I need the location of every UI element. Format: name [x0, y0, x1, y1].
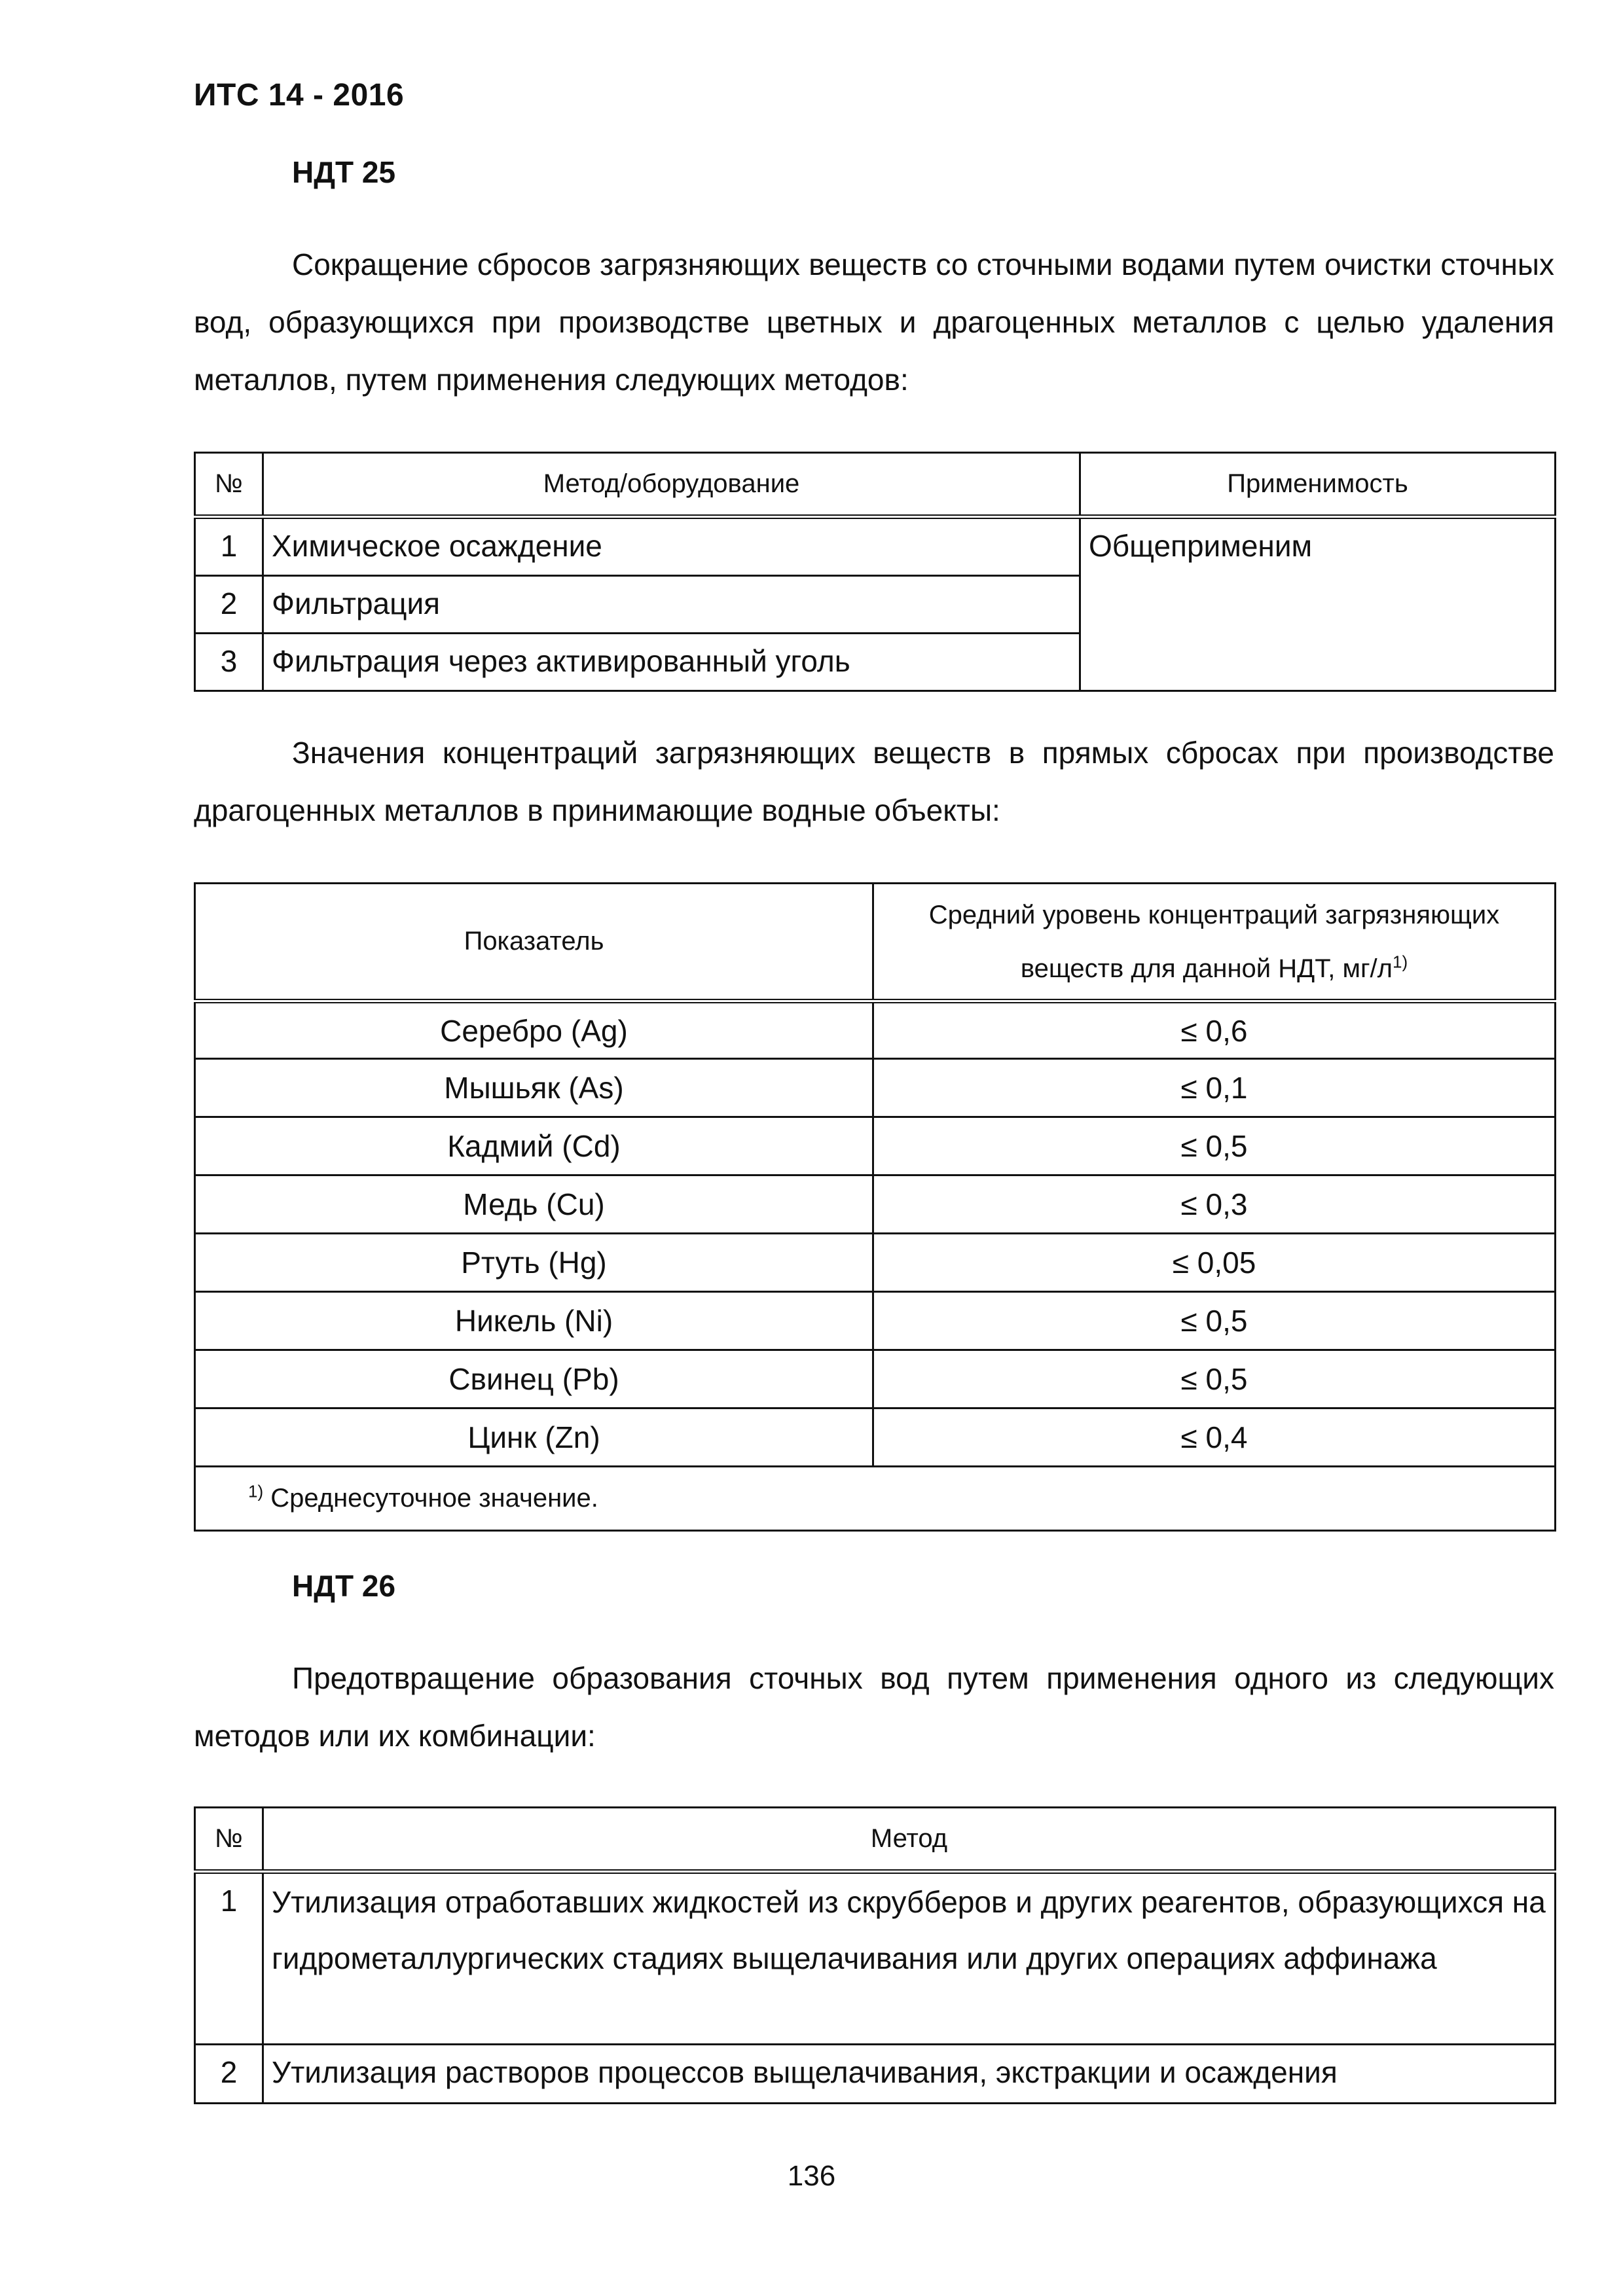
methods-table	[194, 452, 1556, 692]
section2-paragraph	[194, 1649, 1554, 1765]
table-row	[195, 1175, 1556, 1234]
value-cell: ≤ 0,5	[873, 1117, 1556, 1175]
table-row	[195, 517, 1556, 576]
indicator-cell: Ртуть (Hg)	[195, 1234, 873, 1292]
value-cell: ≤ 0,4	[873, 1408, 1556, 1467]
row-num: 2	[195, 576, 263, 634]
value-cell: ≤ 0,6	[873, 1001, 1556, 1059]
indicator-cell: Мышьяк (As)	[195, 1059, 873, 1117]
indicator-cell: Медь (Cu)	[195, 1175, 873, 1234]
header-num: №	[195, 453, 263, 517]
indicator-cell: Никель (Ni)	[195, 1292, 873, 1350]
table-row	[195, 1292, 1556, 1350]
indicator-cell: Серебро (Ag)	[195, 1001, 873, 1059]
table-row	[195, 1001, 1556, 1059]
footnote-text: Среднесуточное значение.	[270, 1484, 598, 1513]
row-num: 1	[195, 517, 263, 576]
row-method: Фильтрация	[263, 576, 1080, 634]
row-num: 1	[195, 1872, 263, 2045]
header-num: №	[195, 1808, 263, 1872]
row-num: 2	[195, 2045, 263, 2104]
concentrations-table	[194, 882, 1556, 1532]
table-row	[195, 1350, 1556, 1408]
concentrations-paragraph	[194, 724, 1554, 839]
indicator-cell: Свинец (Pb)	[195, 1350, 873, 1408]
applicability-value: Общеприменим	[1080, 517, 1556, 691]
table-row	[195, 1059, 1556, 1117]
row-method: Химическое осаждение	[263, 517, 1080, 576]
section-title-ndt26: НДТ 26	[292, 1569, 396, 1603]
value-cell: ≤ 0,5	[873, 1292, 1556, 1350]
header-level	[873, 884, 1556, 1001]
footnote-row	[195, 1467, 1556, 1531]
header-level-superscript: 1)	[1392, 952, 1408, 972]
header-method: Метод/оборудование	[263, 453, 1080, 517]
table-row	[195, 1117, 1556, 1175]
footnote-superscript: 1)	[248, 1481, 264, 1501]
row-method: Фильтрация через активированный уголь	[263, 634, 1080, 691]
value-cell: ≤ 0,05	[873, 1234, 1556, 1292]
concentrations-paragraph-text: Значения концентраций загрязняющих веществ в прямых сбросах при производстве драгоценных металлов в принимающие водные объекты:	[194, 736, 1554, 827]
section1-paragraph-text: Сокращение сбросов загрязняющих веществ со сточными водами путем очистки сточных вод, образующихся при производстве цветных и драгоценных металлов с целью удаления металлов, путем применения следующих методов:	[194, 247, 1554, 397]
value-cell: ≤ 0,3	[873, 1175, 1556, 1234]
row-method: Утилизация растворов процессов выщелачивания, экстракции и осаждения	[263, 2045, 1556, 2104]
section-title-ndt25: НДТ 25	[292, 155, 396, 189]
table-row	[195, 1234, 1556, 1292]
value-cell: ≤ 0,5	[873, 1350, 1556, 1408]
indicator-cell: Кадмий (Cd)	[195, 1117, 873, 1175]
page-number: 136	[787, 2160, 836, 2192]
document-code: ИТС 14 - 2016	[194, 78, 405, 113]
header-level-line2: веществ для данной НДТ, мг/л	[1020, 954, 1393, 983]
table-row	[195, 1408, 1556, 1467]
table-row	[195, 2045, 1556, 2104]
table-row	[195, 1872, 1556, 2045]
footnote	[195, 1467, 1556, 1531]
row-num: 3	[195, 634, 263, 691]
row-method: Утилизация отработавших жидкостей из скрубберов и других реагентов, образующихся на гидрометаллургических стадиях выщелачивания или других операциях аффинажа	[263, 1872, 1556, 2045]
section1-paragraph	[194, 236, 1554, 408]
header-level-line1: Средний уровень концентраций загрязняющих	[928, 900, 1500, 929]
value-cell: ≤ 0,1	[873, 1059, 1556, 1117]
header-indicator: Показатель	[195, 884, 873, 1001]
section2-paragraph-text: Предотвращение образования сточных вод путем применения одного из следующих методов или их комбинации:	[194, 1661, 1554, 1753]
header-applicability: Применимость	[1080, 453, 1556, 517]
methods-table-2	[194, 1806, 1556, 2104]
indicator-cell: Цинк (Zn)	[195, 1408, 873, 1467]
header-method: Метод	[263, 1808, 1556, 1872]
